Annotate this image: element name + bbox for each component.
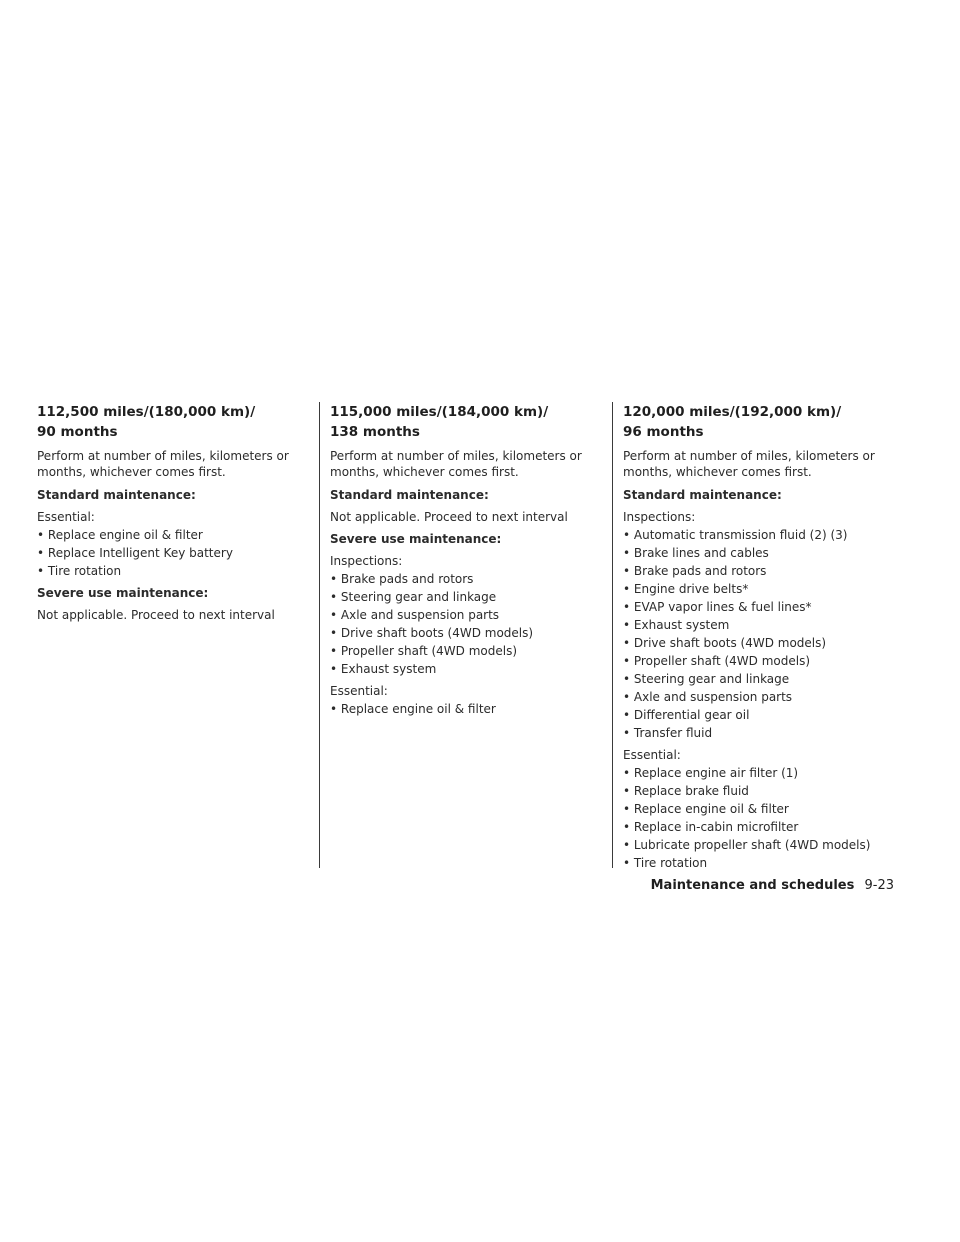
column-divider <box>319 402 320 868</box>
list-item: • Differential gear oil <box>623 706 913 724</box>
list-item: • Automatic transmission fluid (2) (3) <box>623 526 913 544</box>
inspections-label: Inspections: <box>623 510 696 524</box>
interval-115000-column <box>330 402 608 722</box>
list-item: • Brake pads and rotors <box>623 562 913 580</box>
list-item: • Replace brake fluid <box>623 782 913 800</box>
list-item: • Exhaust system <box>330 660 608 678</box>
standard-maintenance-heading: Standard maintenance: <box>623 488 782 502</box>
interval-112500-column <box>37 402 315 624</box>
essential-list <box>330 700 608 718</box>
column-divider <box>612 402 613 868</box>
list-item: • Brake pads and rotors <box>330 570 608 588</box>
list-item: • Tire rotation <box>37 562 315 580</box>
interval-title: 112,500 miles/(180,000 km)/ 90 months <box>37 404 256 440</box>
list-item: • Replace in-cabin microfilter <box>623 818 913 836</box>
list-item: • Steering gear and linkage <box>330 588 608 606</box>
list-item: • Replace engine air filter (1) <box>623 764 913 782</box>
list-item: • Drive shaft boots (4WD models) <box>330 624 608 642</box>
list-item: • Propeller shaft (4WD models) <box>623 652 913 670</box>
list-item: • Replace engine oil & filter <box>330 700 608 718</box>
list-item: • Propeller shaft (4WD models) <box>330 642 608 660</box>
interval-intro: Perform at number of miles, kilometers or months, whichever comes first. <box>623 449 875 479</box>
list-item: • Engine drive belts* <box>623 580 913 598</box>
list-item: • Brake lines and cables <box>623 544 913 562</box>
list-item: • Axle and suspension parts <box>330 606 608 624</box>
inspections-list <box>623 526 913 742</box>
list-item: • EVAP vapor lines & fuel lines* <box>623 598 913 616</box>
severe-maintenance-heading: Severe use maintenance: <box>37 586 209 600</box>
essential-list <box>623 764 913 872</box>
essential-label: Essential: <box>37 510 95 524</box>
maintenance-columns <box>0 402 960 872</box>
standard-maintenance-heading: Standard maintenance: <box>330 488 489 502</box>
interval-title: 115,000 miles/(184,000 km)/ 138 months <box>330 404 549 440</box>
interval-120000-column <box>623 402 913 876</box>
list-item: • Transfer fluid <box>623 724 913 742</box>
list-item: • Exhaust system <box>623 616 913 634</box>
footer-section-title: Maintenance and schedules <box>650 878 855 893</box>
list-item: • Replace engine oil & filter <box>37 526 315 544</box>
list-item: • Axle and suspension parts <box>623 688 913 706</box>
list-item: • Replace Intelligent Key battery <box>37 544 315 562</box>
interval-intro: Perform at number of miles, kilometers or months, whichever comes first. <box>330 449 582 479</box>
interval-title: 120,000 miles/(192,000 km)/ 96 months <box>623 404 842 440</box>
list-item: • Steering gear and linkage <box>623 670 913 688</box>
standard-maintenance-text: Not applicable. Proceed to next interval <box>330 510 568 524</box>
list-item: • Drive shaft boots (4WD models) <box>623 634 913 652</box>
list-item: • Lubricate propeller shaft (4WD models) <box>623 836 913 854</box>
page-footer <box>651 878 894 893</box>
severe-maintenance-heading: Severe use maintenance: <box>330 532 502 546</box>
inspections-label: Inspections: <box>330 554 403 568</box>
severe-maintenance-text: Not applicable. Proceed to next interval <box>37 608 275 622</box>
standard-maintenance-heading: Standard maintenance: <box>37 488 196 502</box>
interval-intro: Perform at number of miles, kilometers or months, whichever comes first. <box>37 449 289 479</box>
essential-list <box>37 526 315 580</box>
list-item: • Tire rotation <box>623 854 913 872</box>
list-item: • Replace engine oil & filter <box>623 800 913 818</box>
inspections-list <box>330 570 608 678</box>
essential-label: Essential: <box>623 748 681 762</box>
essential-label: Essential: <box>330 684 388 698</box>
page-number: 9-23 <box>864 878 894 893</box>
